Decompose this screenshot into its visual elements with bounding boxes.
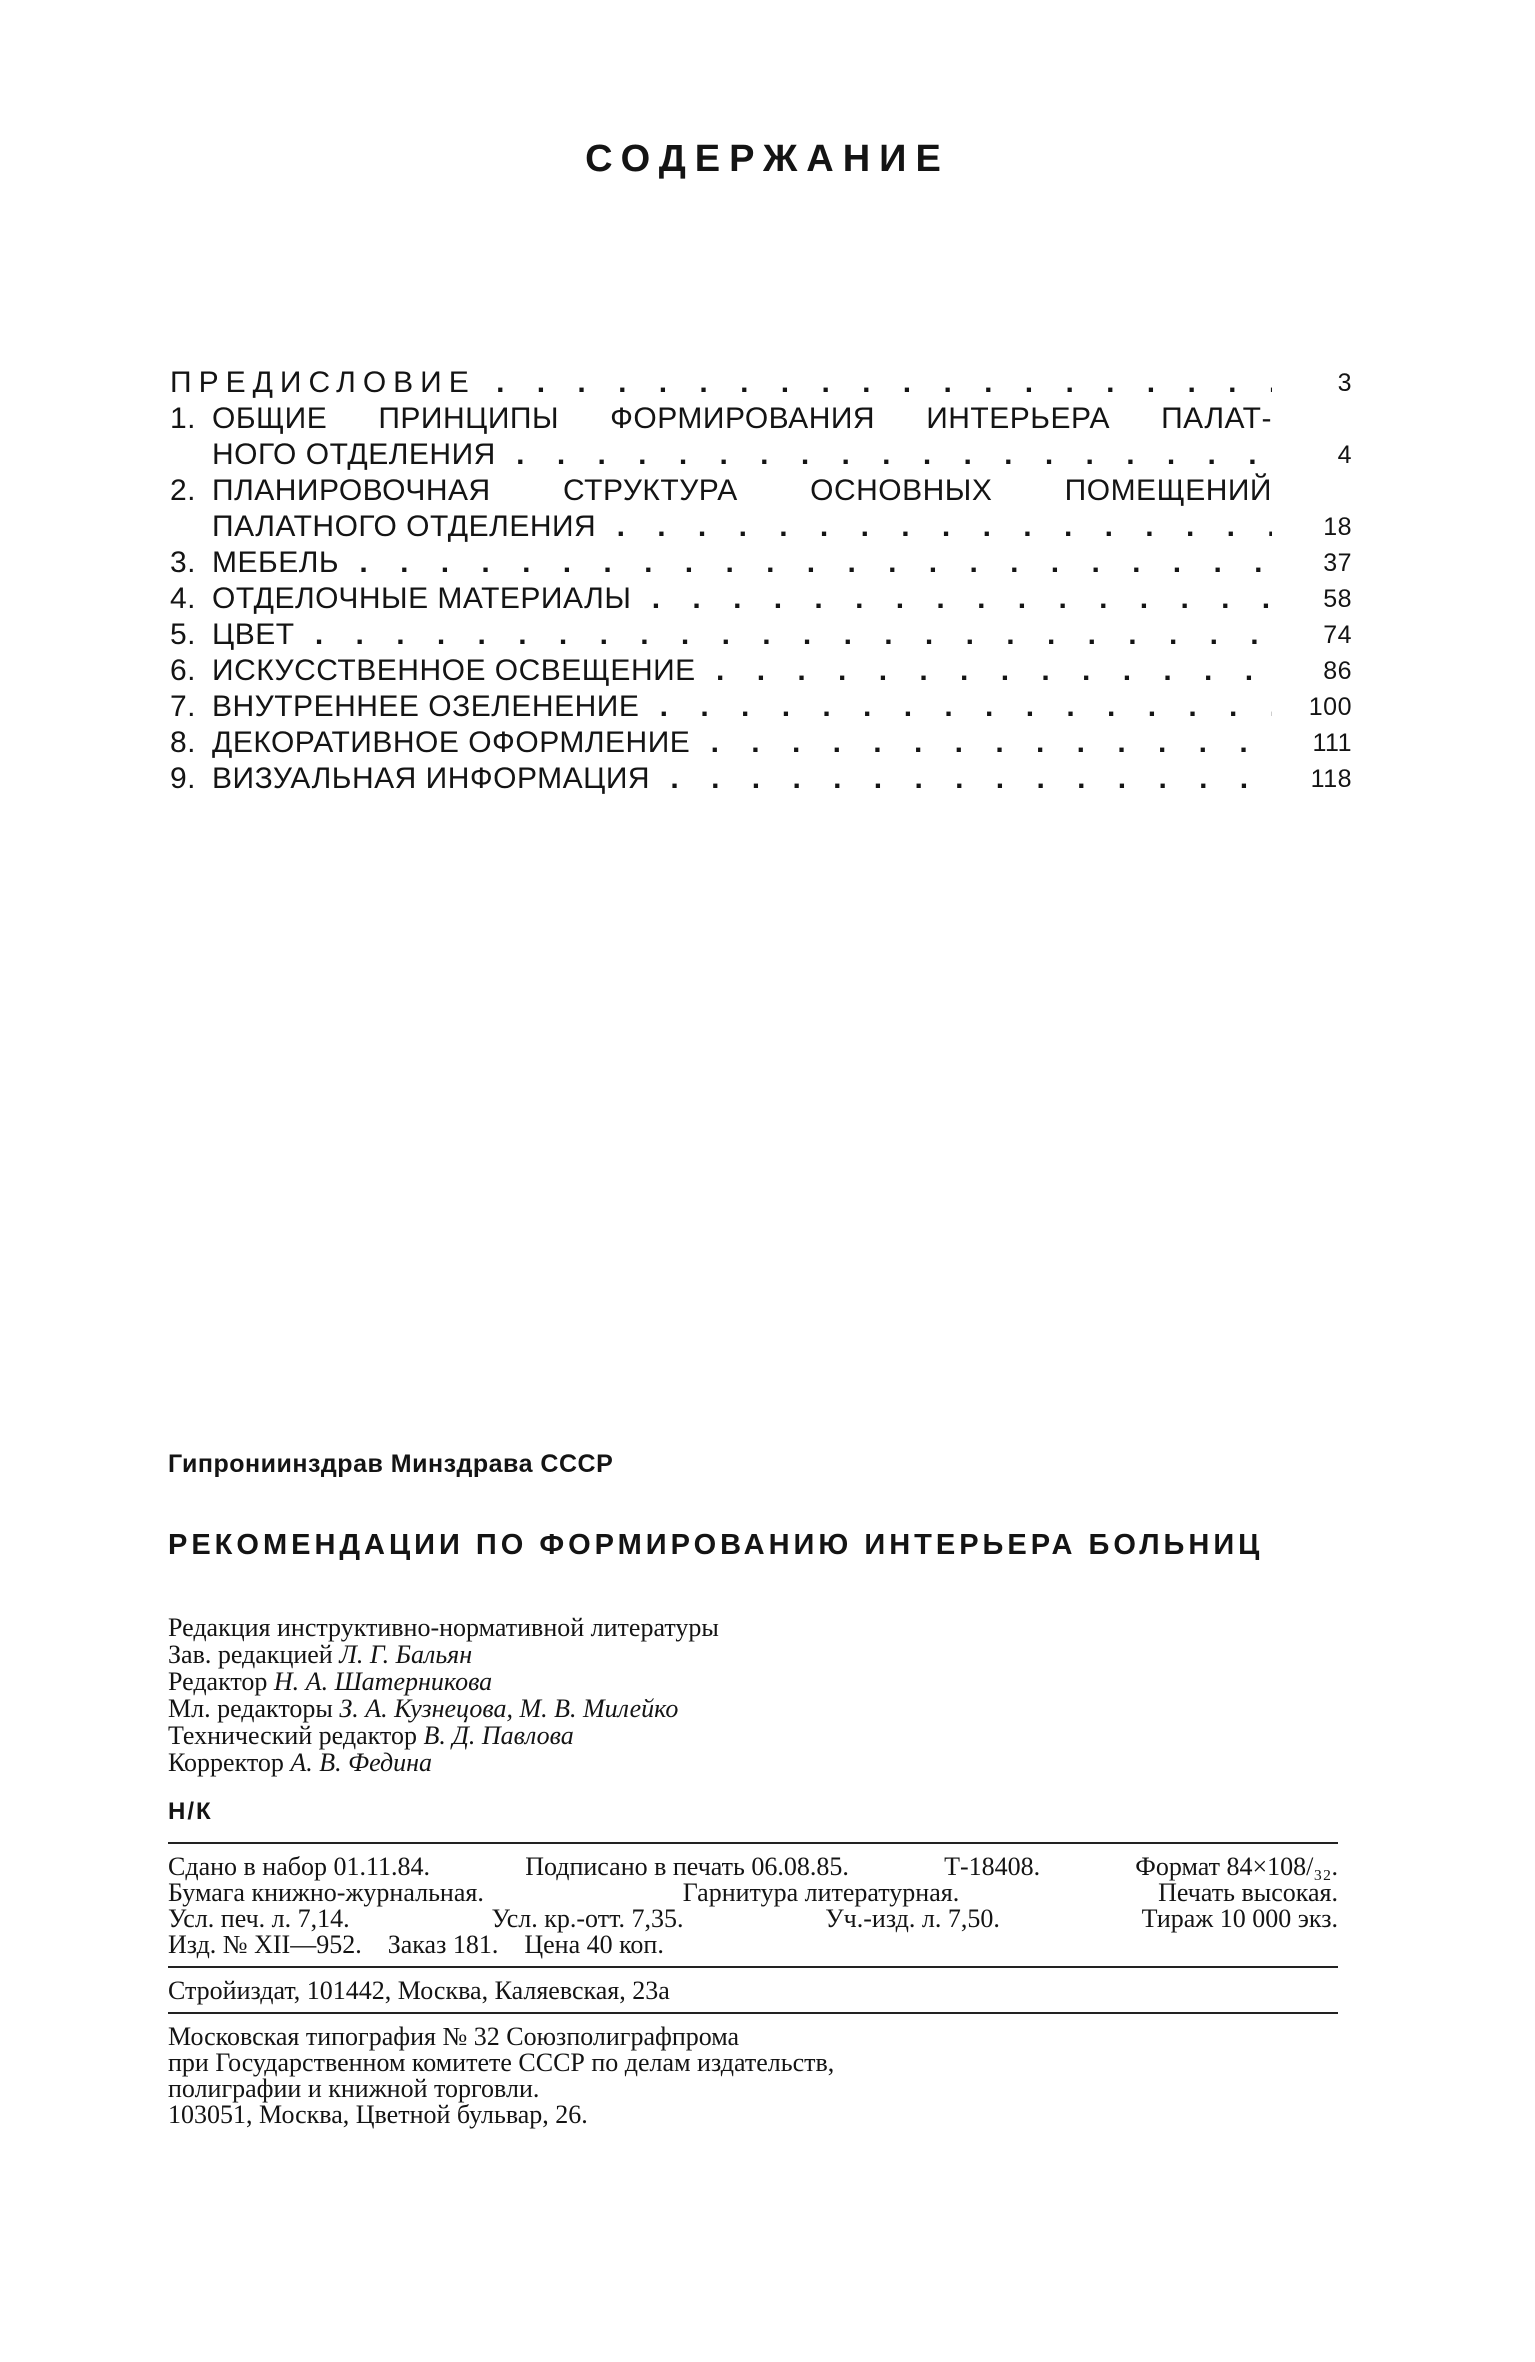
print-details [168, 1844, 1338, 1966]
print-detail: Усл. печ. л. 7,14. [168, 1904, 350, 1933]
toc-entry-1-line-2 [170, 437, 1352, 473]
print-detail: Сдано в набор 01.11.84. [168, 1852, 431, 1881]
toc-page-number: 4 [1337, 441, 1352, 469]
toc-entry-5 [170, 617, 1352, 653]
toc-entry-4 [170, 581, 1352, 617]
credit-role: Технический редактор [168, 1721, 424, 1750]
credit-name: Н. А. Шатерникова [273, 1667, 493, 1696]
toc-number: 2. [170, 474, 197, 507]
credit-role: Корректор [168, 1748, 291, 1777]
toc-label: НОГО ОТДЕЛЕНИЯ . . . [212, 437, 1272, 473]
credit-line [168, 1749, 1338, 1776]
toc-entry-2-line-1 [170, 473, 1352, 509]
credit-name: А. В. Федина [290, 1748, 433, 1777]
toc-entry-2-line-2 [170, 509, 1352, 545]
toc-label: ПРЕДИСЛОВИЕ . . . [170, 365, 1272, 401]
print-details-row [168, 1854, 1338, 1880]
organization-name: Гипрониинздрав Минздрава СССР [168, 1450, 614, 1478]
credit-line [168, 1614, 1338, 1641]
print-detail: Гарнитура литературная. [682, 1878, 960, 1907]
print-detail: Т-18408. [944, 1852, 1041, 1881]
toc-label: ЦВЕТ . . . [212, 617, 1272, 653]
printer-line: полиграфии и книжной торговли. [168, 2074, 540, 2103]
toc-number: 1. [170, 402, 197, 435]
printer-block [168, 2014, 1338, 2136]
toc-label: МЕБЕЛЬ . . . [212, 545, 1272, 581]
print-detail: Формат 84×108/₃₂. [1135, 1852, 1338, 1881]
toc-label: ОБЩИЕ ПРИНЦИПЫ ФОРМИРОВАНИЯ ИНТЕРЬЕРА ПАЛАТ- [212, 402, 1272, 435]
toc-label: ВНУТРЕННЕЕ ОЗЕЛЕНЕНИЕ . . . [212, 689, 1272, 725]
credits-list [168, 1614, 1338, 1776]
toc-label: ДЕКОРАТИВНОЕ ОФОРМЛЕНИЕ . . . [212, 725, 1272, 761]
credit-name: Л. Г. Бальян [339, 1640, 473, 1669]
toc-number: 9. [170, 762, 197, 795]
toc-page-number: 74 [1323, 621, 1352, 649]
toc-entry-9 [170, 761, 1352, 797]
toc-entry-preface [170, 365, 1352, 401]
toc-page-number: 37 [1323, 549, 1352, 577]
toc-label: ПЛАНИРОВОЧНАЯ СТРУКТУРА ОСНОВНЫХ ПОМЕЩЕНИЙ [212, 474, 1272, 507]
print-details-row [168, 1932, 1338, 1958]
credit-role: Редактор [168, 1667, 274, 1696]
page-title: СОДЕРЖАНИЕ [585, 138, 950, 180]
toc-label: ПАЛАТНОГО ОТДЕЛЕНИЯ . . . [212, 509, 1272, 545]
toc-number: 5. [170, 618, 197, 651]
credit-line [168, 1695, 1338, 1722]
nk-mark: Н/К [168, 1798, 213, 1825]
credit-role: Редакция инструктивно-нормативной литературы [168, 1613, 719, 1642]
publisher-block [168, 1968, 1338, 2012]
print-details-row [168, 1906, 1338, 1932]
toc-entry-7 [170, 689, 1352, 725]
toc-page-number: 3 [1337, 369, 1352, 397]
print-detail: Печать высокая. [1158, 1878, 1338, 1907]
printer-line: при Государственном комитете СССР по делам издательств, [168, 2048, 835, 2077]
print-detail: Бумага книжно-журнальная. [168, 1878, 484, 1907]
print-detail: Усл. кр.-отт. 7,35. [491, 1904, 684, 1933]
print-detail: Уч.-изд. л. 7,50. [825, 1904, 1000, 1933]
toc-label: ОТДЕЛОЧНЫЕ МАТЕРИАЛЫ . . . [212, 581, 1272, 617]
print-detail: Подписано в печать 06.08.85. [525, 1852, 849, 1881]
toc-page-number: 86 [1323, 657, 1352, 685]
toc-page-number: 18 [1323, 513, 1352, 541]
book-title: РЕКОМЕНДАЦИИ ПО ФОРМИРОВАНИЮ ИНТЕРЬЕРА БОЛЬНИЦ [168, 1529, 1264, 1561]
toc-entry-8 [170, 725, 1352, 761]
credit-role: Зав. редакцией [168, 1640, 340, 1669]
toc-entry-6 [170, 653, 1352, 689]
credit-name: В. Д. Павлова [423, 1721, 574, 1750]
toc-page-number: 111 [1312, 729, 1352, 757]
credit-name: З. А. Кузнецова, М. В. Милейко [339, 1694, 679, 1723]
toc-number: 6. [170, 654, 197, 687]
print-detail: Цена 40 коп. [524, 1930, 664, 1959]
table-of-contents [170, 365, 1352, 797]
credit-line [168, 1668, 1338, 1695]
credit-line [168, 1641, 1338, 1668]
print-details-row [168, 1880, 1338, 1906]
print-detail: Изд. № XII—952. [168, 1930, 362, 1959]
imprint-block [168, 1450, 1338, 2136]
toc-number: 4. [170, 582, 197, 615]
credit-line [168, 1722, 1338, 1749]
publisher-address: Стройиздат, 101442, Москва, Каляевская, 23а [168, 1976, 670, 2005]
printer-line: Московская типография № 32 Союзполиграфпрома [168, 2022, 740, 2051]
toc-number: 8. [170, 726, 197, 759]
toc-entry-1-line-1 [170, 401, 1352, 437]
toc-number: 7. [170, 690, 197, 723]
credit-role: Мл. редакторы [168, 1694, 340, 1723]
toc-number: 3. [170, 546, 197, 579]
toc-entry-3 [170, 545, 1352, 581]
toc-label: ВИЗУАЛЬНАЯ ИНФОРМАЦИЯ . . . [212, 761, 1272, 797]
toc-page-number: 118 [1310, 765, 1352, 793]
print-detail: Заказ 181. [387, 1930, 499, 1959]
toc-label: ИСКУССТВЕННОЕ ОСВЕЩЕНИЕ . . . [212, 653, 1272, 689]
print-detail: Тираж 10 000 экз. [1141, 1904, 1338, 1933]
toc-page-number: 100 [1308, 693, 1352, 721]
printer-line: 103051, Москва, Цветной бульвар, 26. [168, 2100, 588, 2129]
toc-page-number: 58 [1323, 585, 1352, 613]
